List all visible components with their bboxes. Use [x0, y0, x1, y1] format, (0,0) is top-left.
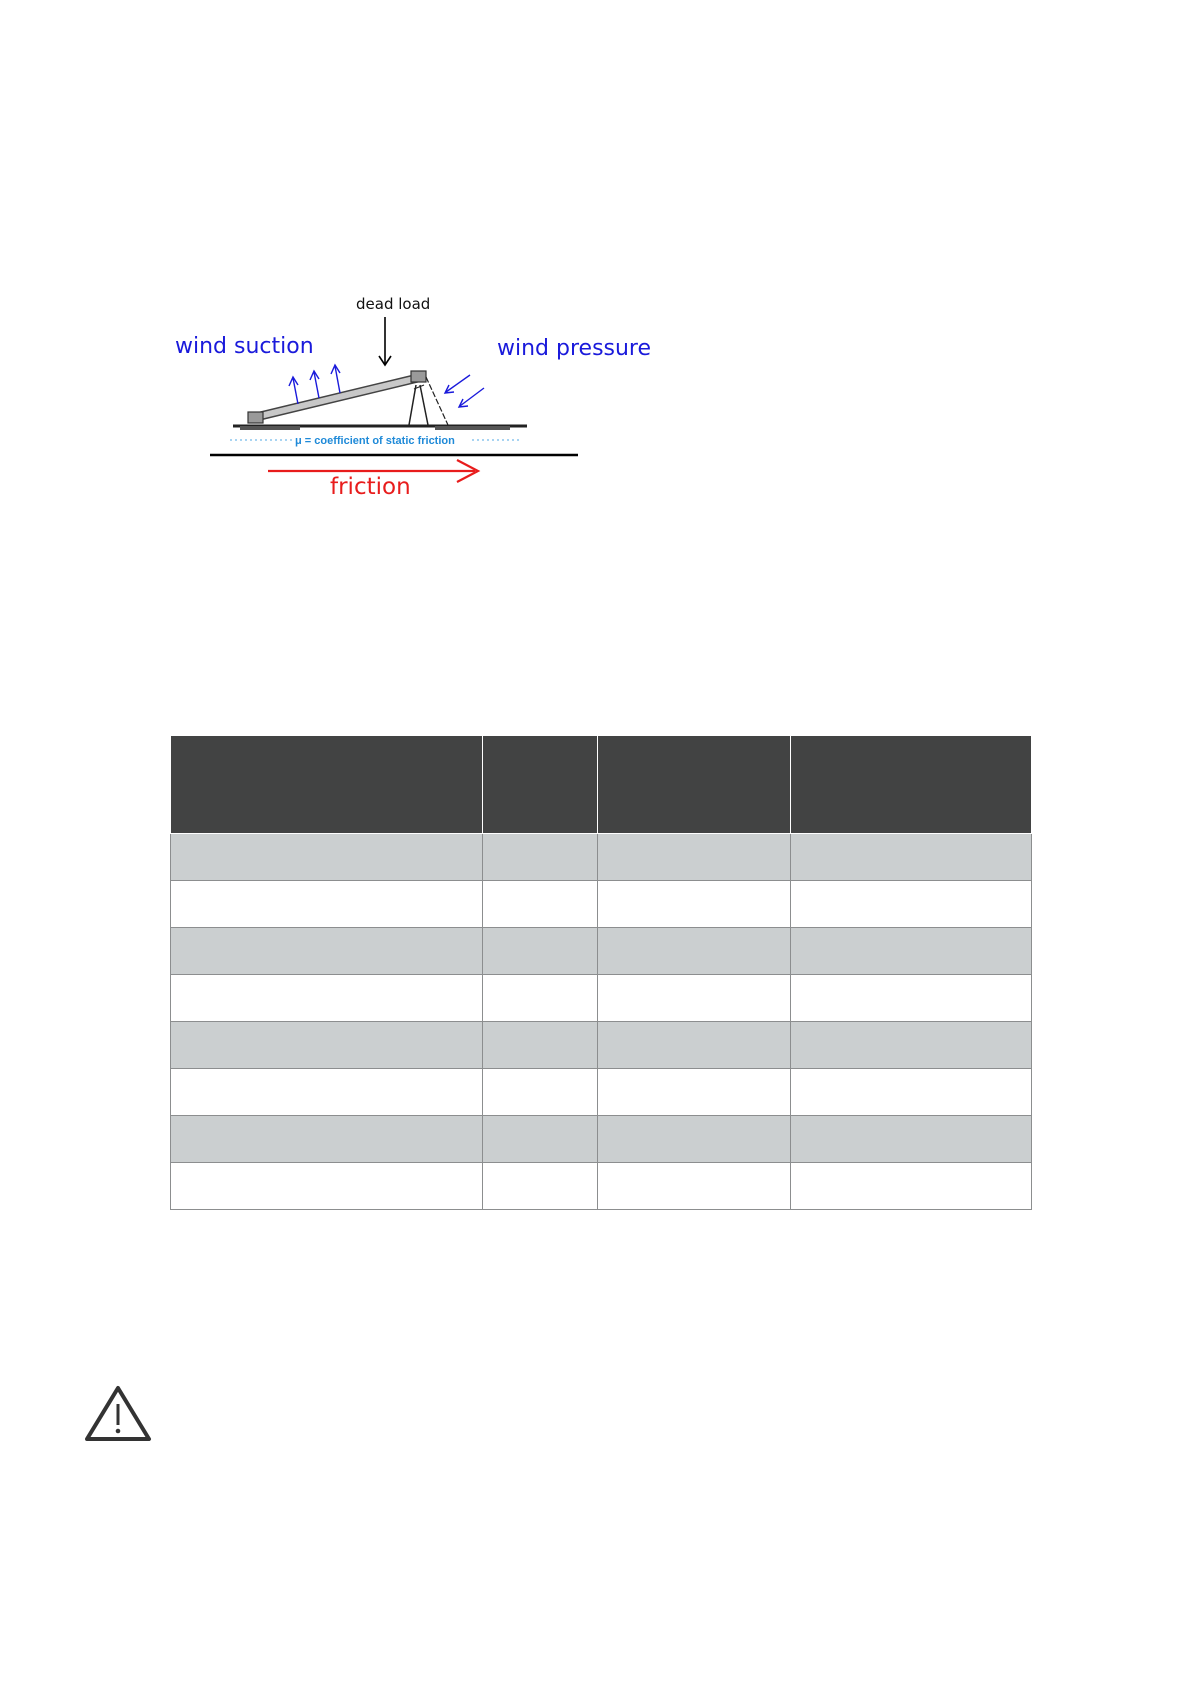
table-cell	[483, 1163, 598, 1210]
table-row	[171, 1069, 1032, 1116]
header-cell	[483, 736, 598, 834]
friction-force-diagram	[160, 285, 680, 505]
rear-support	[420, 385, 428, 425]
table-cell	[171, 1069, 483, 1116]
table-cell	[791, 1116, 1032, 1163]
table-cell	[598, 1022, 791, 1069]
table-row	[171, 928, 1032, 975]
table-cell	[483, 881, 598, 928]
table-cell	[791, 834, 1032, 881]
table-row	[171, 834, 1032, 881]
wind-suction-label: wind suction	[175, 334, 314, 359]
dead-load-label: dead load	[356, 295, 431, 313]
table-cell	[791, 975, 1032, 1022]
table-cell	[598, 928, 791, 975]
table-cell	[483, 975, 598, 1022]
table-cell	[483, 1116, 598, 1163]
table-cell	[791, 1163, 1032, 1210]
table-cell	[483, 928, 598, 975]
table-cell	[171, 1163, 483, 1210]
table-row	[171, 1116, 1032, 1163]
table-cell	[171, 881, 483, 928]
table-cell	[598, 881, 791, 928]
table-cell	[171, 928, 483, 975]
table-cell	[483, 1022, 598, 1069]
table-cell	[598, 834, 791, 881]
table-cell	[598, 1116, 791, 1163]
ballast-block-right	[435, 426, 510, 430]
wind-pressure-label: wind pressure	[497, 336, 652, 361]
wind-pressure-arrows	[445, 375, 484, 407]
table-cell	[171, 834, 483, 881]
panel-clamp-left	[248, 412, 263, 423]
table-row	[171, 1163, 1032, 1210]
table-cell	[483, 834, 598, 881]
table-cell	[791, 881, 1032, 928]
table-cell	[171, 1116, 483, 1163]
table-row	[171, 881, 1032, 928]
ballast-block-left	[240, 426, 300, 430]
header-cell	[598, 736, 791, 834]
table-cell	[791, 1022, 1032, 1069]
header-cell	[791, 736, 1032, 834]
table-cell	[598, 1069, 791, 1116]
wind-deflector	[426, 377, 448, 425]
warning-triangle-icon	[84, 1384, 152, 1442]
friction-table	[170, 735, 1032, 1210]
table-cell	[171, 1022, 483, 1069]
table-row	[171, 975, 1032, 1022]
friction-label: friction	[330, 474, 411, 500]
table-cell	[171, 975, 483, 1022]
table-cell	[791, 1069, 1032, 1116]
table-cell	[791, 928, 1032, 975]
header-cell	[171, 736, 483, 834]
table-row	[171, 1022, 1032, 1069]
panel-clamp-right	[411, 371, 426, 382]
solar-panel-face	[256, 377, 422, 417]
table-cell	[483, 1069, 598, 1116]
table-header-row	[171, 736, 1032, 834]
rear-support	[409, 385, 416, 425]
table-cell	[598, 1163, 791, 1210]
table-cell	[598, 975, 791, 1022]
mu-label: μ = coefficient of static friction	[295, 435, 455, 447]
